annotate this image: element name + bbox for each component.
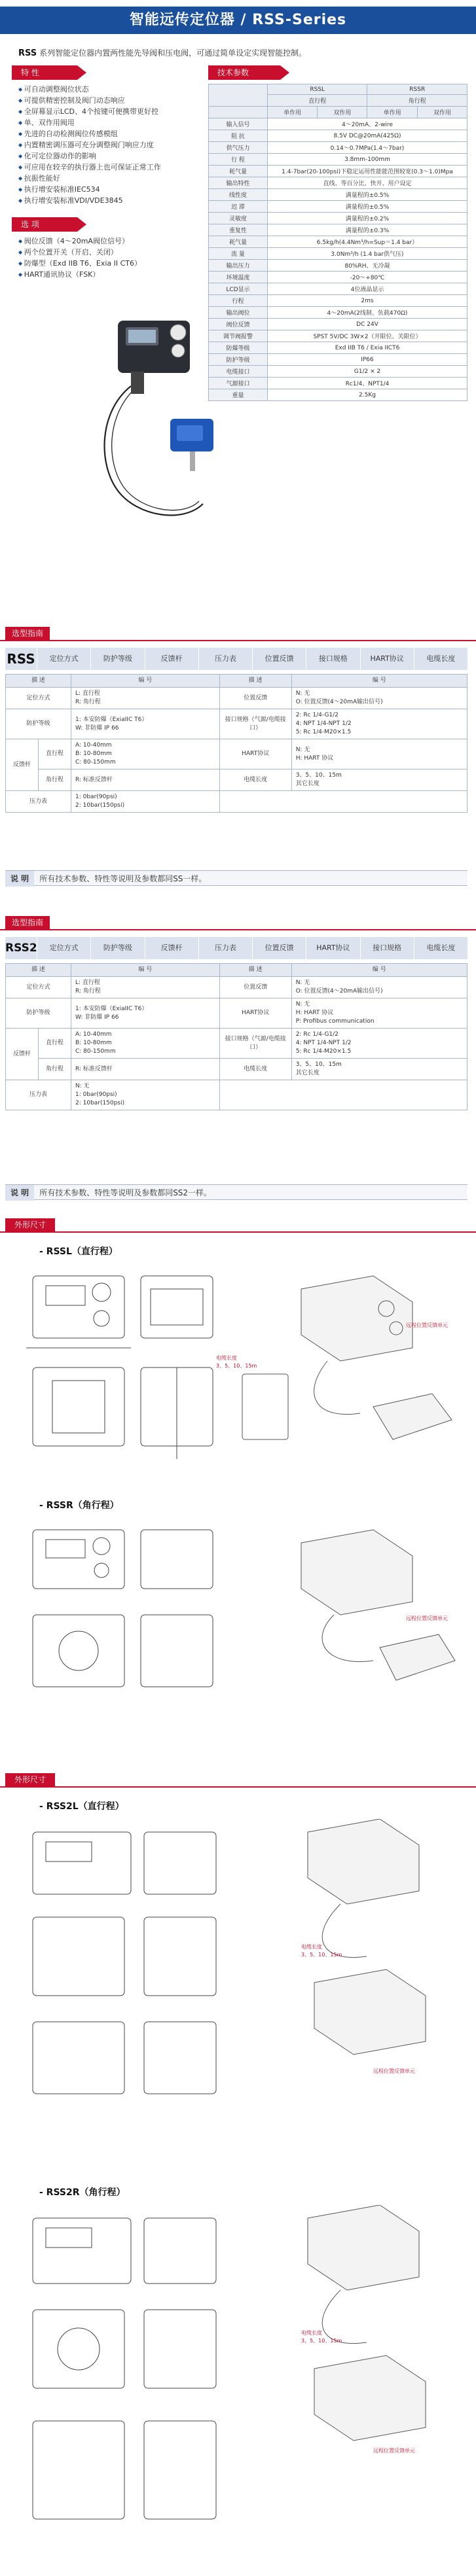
- spec-row: [209, 130, 467, 142]
- rssl-line-drawing: [20, 1263, 465, 1479]
- rss2-row: [6, 1029, 467, 1059]
- spec-row: [209, 342, 467, 354]
- spec-label: 防护等级: [209, 354, 268, 366]
- feature-item: ◆ 化可定位器动作的影响: [18, 150, 202, 162]
- rssl-callout-cable: 电缆长度: [216, 1355, 237, 1361]
- rss2-column: HART协议: [306, 937, 359, 959]
- rss2-column: 接口规格: [360, 937, 414, 959]
- rss2l-callout-remote: 远程位置反馈单元: [373, 2068, 415, 2074]
- rss-code: R: 标准反馈杆: [71, 769, 220, 791]
- spec-row: [209, 213, 467, 224]
- spec-label: 灵敏度: [209, 213, 268, 224]
- dims2-rule: [0, 1786, 476, 1788]
- spec-label: 环境温度: [209, 272, 268, 283]
- rss-column: HART协议: [360, 648, 414, 670]
- spec-blank: [209, 107, 268, 118]
- rss2-code: L: 直行程 R: 角行程: [71, 977, 220, 998]
- spec-sub-rssr: 角行程: [367, 95, 467, 107]
- rss-code: A: 10-40mm B: 10-80mm C: 80-150mm: [71, 739, 220, 769]
- rss2-row: [6, 1059, 467, 1080]
- rss-row: [6, 739, 467, 769]
- rss2l-callout-length: 3、5、10、15m: [301, 1952, 342, 1958]
- feature-item: ◆ 先进的自动检测阀位传感模组: [18, 128, 202, 139]
- spec-label: 阻 抗: [209, 130, 268, 142]
- rss2-selection-table-wrap: [5, 963, 467, 1110]
- intro-text: 系列智能定位器内置两性能先导阀和压电阀，可通过简单设定实现智能控制。: [39, 48, 307, 58]
- option-item: ◆ 阀位反馈（4～20mA阀位信号）: [18, 236, 202, 247]
- spec-value: 80%RH、无冷凝: [268, 260, 467, 272]
- rss2-selection-rule: [0, 929, 476, 930]
- rssl-drawing: [20, 1263, 465, 1479]
- spec-value: 直线、等百分比、快开、用户设定: [268, 177, 467, 189]
- spec-label: 耗气量: [209, 236, 268, 248]
- rss-head: 描 述: [219, 675, 291, 688]
- rss-desc: 压力表: [6, 791, 71, 813]
- rss-code-right: N: 无 H: HART 协议: [291, 739, 467, 769]
- spec-row: [209, 166, 467, 177]
- page-header: [0, 0, 476, 39]
- rssl-callout-length: 3、5、10、15m: [216, 1363, 257, 1369]
- rss2-code: N: 无 1: 0bar(90psi) 2: 10bar(150psi): [71, 1080, 220, 1110]
- spec-row: [209, 154, 467, 166]
- rss2-code: A: 10-40mm B: 10-80mm C: 80-150mm: [71, 1029, 220, 1059]
- rss2-model-code: RSS2: [5, 942, 37, 955]
- spec-row: [209, 177, 467, 189]
- spec-label: 电缆接口: [209, 366, 268, 378]
- spec-value: 1.4-7bar(20-100psi)下稳定运用性能能范围较宽(0.3～1.0)Mpa: [268, 166, 467, 177]
- spec-value: IP66: [268, 354, 467, 366]
- spec-value: 满量程的±0.5%: [268, 189, 467, 201]
- spec-label: 输出压力: [209, 260, 268, 272]
- spec-label: 重复性: [209, 224, 268, 236]
- spec-row: [209, 189, 467, 201]
- rss-note-text: 所有技术参数、特性等说明及参数都同SS一样。: [39, 874, 207, 883]
- options-list: [18, 236, 202, 280]
- rss2-desc-right: HART协议: [219, 998, 291, 1029]
- spec-rows: [209, 118, 467, 401]
- spec-value: Exd IIB T6 / Exia IICT6: [268, 342, 467, 354]
- spec-label: 调节阀报警: [209, 330, 268, 342]
- rssr-callout-remote: 远程位置反馈单元: [406, 1615, 448, 1621]
- rss2-desc-right: 电缆长度: [219, 1059, 291, 1080]
- rss-selection-table: [5, 674, 467, 813]
- spec-single-1: 单作用: [268, 107, 318, 118]
- rss-selection-rule: [0, 640, 476, 641]
- intro: [18, 47, 464, 58]
- spec-label: 线性度: [209, 189, 268, 201]
- rss2-desc: 防护等级: [6, 998, 71, 1029]
- rss-code: 1: 0bar(90psi) 2: 10bar(150psi): [71, 791, 220, 813]
- rss-code: 1: 本安防爆（ExiaIIC T6） W: 非防爆 IP 66: [71, 709, 220, 739]
- rss2-code-right: 3、5、10、15m 其它长度: [291, 1059, 467, 1080]
- rss2-code: R: 标准反馈杆: [71, 1059, 220, 1080]
- rss2-column: 电缆长度: [414, 937, 467, 959]
- rss2-column: 定位方式: [37, 937, 90, 959]
- rss2-column: 反馈杆: [145, 937, 198, 959]
- rss2-row: [6, 998, 467, 1029]
- spec-row: [209, 272, 467, 283]
- rss-column: 定位方式: [37, 648, 90, 670]
- rss2-desc: 角行程: [39, 1059, 71, 1080]
- rss-head: 编 号: [291, 675, 467, 688]
- rss2-empty-right: [219, 1080, 467, 1110]
- spec-double-2: 双作用: [417, 107, 467, 118]
- spec-label: 防爆等级: [209, 342, 268, 354]
- rss-desc-right: 电缆长度: [219, 769, 291, 791]
- spec-value: -20～+80℃: [268, 272, 467, 283]
- rss2-desc-right: 位置反馈: [219, 977, 291, 998]
- feature-item: ◆ 执行增安装标准IEC534: [18, 184, 202, 195]
- rss-desc: 定位方式: [6, 688, 71, 709]
- rss-row: [6, 688, 467, 709]
- rss2-head: 描 述: [6, 964, 71, 977]
- spec-value: 0.14～0.7MPa(1.4～7bar): [268, 142, 467, 154]
- rssl-callout-remote: 远程位置反馈单元: [406, 1322, 448, 1328]
- dims1-rule: [0, 1231, 476, 1233]
- rss2-group-label: 反馈杆: [6, 1029, 39, 1080]
- spec-value: G1/2 × 2: [268, 366, 467, 378]
- page-title: 智能远传定位器 / RSS-Series: [129, 12, 347, 28]
- spec-value: 4位液晶显示: [268, 283, 467, 295]
- rss2-desc-right: 接口规格（气源/电缆接口）: [219, 1029, 291, 1059]
- spec-value: SPST 5V/DC 3W×2（开限位、关限位）: [268, 330, 467, 342]
- spec-value: 3.0Nm³/h (1.4 bar供气压): [268, 248, 467, 260]
- dims2-header: [0, 1773, 476, 1789]
- spec-label: 重量: [209, 389, 268, 401]
- rss2-code-right: N: 无 O: 位置反馈(4～20mA输出信号): [291, 977, 467, 998]
- rss2-row: [6, 1080, 467, 1110]
- dims1-rssl-title: - RSSL（直行程）: [39, 1246, 118, 1257]
- spec-value: 满量程的±0.2%: [268, 213, 467, 224]
- spec-label: 耗气量: [209, 166, 268, 177]
- rss-note-key: 说 明: [5, 871, 34, 887]
- feature-item: ◆ 单、双作用阀用: [18, 117, 202, 128]
- rss-code-right: 3、5、10、15m 其它长度: [291, 769, 467, 791]
- spec-label: 输出特性: [209, 177, 268, 189]
- rss2l-callout-cable: 电缆长度: [301, 1944, 322, 1950]
- spec-label: LCD显示: [209, 283, 268, 295]
- rss2-desc: 压力表: [6, 1080, 71, 1110]
- spec-label: 气源接口: [209, 378, 268, 389]
- rss-head: 编 号: [71, 675, 220, 688]
- rss2r-line-drawing: [20, 2205, 465, 2558]
- spec-sub-rssl: 直行程: [268, 95, 367, 107]
- spec-value: 4～20mA(2线制、负载470Ω): [268, 307, 467, 319]
- rss-column: 电缆长度: [414, 648, 467, 670]
- spec-row: [209, 307, 467, 319]
- feature-item: ◆ 执行增安装标准VDI/VDE3845: [18, 195, 202, 206]
- rss-desc: 防护等级: [6, 709, 71, 739]
- rss2-selection-header: [0, 916, 476, 934]
- rss-column-bar: [5, 648, 467, 670]
- spec-row: [209, 260, 467, 272]
- rss-row: [6, 709, 467, 739]
- option-item: ◆ 防爆型（Exd IIB T6、Exia II CT6）: [18, 258, 202, 269]
- spec-row: [209, 389, 467, 401]
- dims2-title: 外形尺寸: [5, 1773, 55, 1786]
- rss-desc-right: 位置反馈: [219, 688, 291, 709]
- rss-code-right: N: 无 O: 位置反馈(4～20mA输出信号): [291, 688, 467, 709]
- rss2-note-text: 所有技术参数、特性等说明及参数都同SS2一样。: [39, 1188, 212, 1197]
- rss-code: L: 直行程 R: 角行程: [71, 688, 220, 709]
- spec-row: [209, 236, 467, 248]
- product-illustration: [92, 308, 223, 550]
- dims1-rssr-title: - RSSR（角行程）: [39, 1500, 119, 1511]
- rss2-row: [6, 977, 467, 998]
- rssr-line-drawing: [20, 1517, 465, 1713]
- feature-item: ◆ 内置精密调压器可充分调整阀门响应力度: [18, 139, 202, 150]
- spec-value: DC 24V: [268, 319, 467, 330]
- rss2-code-right: N: 无 H: HART 协议 P: Profibus communication: [291, 998, 467, 1029]
- specs-title: 技术参数: [208, 65, 280, 80]
- rss2-desc: 定位方式: [6, 977, 71, 998]
- rss-column: 位置反馈: [252, 648, 306, 670]
- rss-desc: 角行程: [39, 769, 71, 791]
- rss2-column: 压力表: [198, 937, 252, 959]
- rss-column: 反馈杆: [145, 648, 198, 670]
- specs-table-wrap: [208, 84, 467, 401]
- features-list: [18, 84, 202, 206]
- feature-item: ◆ 抗振性能好: [18, 173, 202, 184]
- rss-selection-table-wrap: [5, 674, 467, 813]
- rss-note: [5, 870, 467, 886]
- spec-row: [209, 378, 467, 389]
- option-item: ◆ 两个位置开关（开启、关闭）: [18, 247, 202, 258]
- spec-row: [209, 118, 467, 130]
- features-title: 特 性: [12, 65, 77, 80]
- rss-head-row: [6, 675, 467, 688]
- rss2-head: 描 述: [219, 964, 291, 977]
- product-photo: [92, 308, 223, 550]
- spec-label: 输入信号: [209, 118, 268, 130]
- rss-desc-right: 接口规格（气源/电缆接口）: [219, 709, 291, 739]
- dims1-header: [0, 1218, 476, 1234]
- spec-single-2: 单作用: [367, 107, 417, 118]
- spec-label: 输出阀位: [209, 307, 268, 319]
- spec-corner: [209, 84, 268, 107]
- rss-row: [6, 769, 467, 791]
- rss2-column: 防护等级: [90, 937, 144, 959]
- spec-row: [209, 248, 467, 260]
- feature-item: ◆ 全屏幕显示LCD、4个按键可便携带更好控: [18, 106, 202, 117]
- feature-item: ◆ 可应用在较辛的执行器上也可保证正常工作: [18, 162, 202, 173]
- rss-head: 描 述: [6, 675, 71, 688]
- spec-label: 行 程: [209, 154, 268, 166]
- rss2-column-bar: [5, 937, 467, 959]
- rss-desc-right: HART协议: [219, 739, 291, 769]
- spec-row: [209, 142, 467, 154]
- rssr-drawing: [20, 1517, 465, 1713]
- rss2-column: 位置反馈: [252, 937, 306, 959]
- feature-item: ◆ 可自动调整阀位状态: [18, 84, 202, 95]
- spec-row: [209, 295, 467, 307]
- rss-selection-header: [0, 627, 476, 645]
- spec-value: 满量程的±0.5%: [268, 201, 467, 213]
- rss2r-callout-remote: 远程位置反馈单元: [373, 2448, 415, 2454]
- spec-row: [209, 366, 467, 378]
- spec-label: 供气压力: [209, 142, 268, 154]
- rss2-head: 编 号: [291, 964, 467, 977]
- intro-model: RSS: [18, 48, 37, 58]
- spec-value: 8.5V DC@20mA(425Ω): [268, 130, 467, 142]
- rss2-note: [5, 1184, 467, 1200]
- rss2-selection-table: [5, 963, 467, 1110]
- rss-group-label: 反馈杆: [6, 739, 39, 791]
- spec-row: [209, 283, 467, 295]
- rss-code-right: 2: Rc 1/4-G1/2 4: NPT 1/4-NPT 1/2 5: Rc 1/4-M20×1.5: [291, 709, 467, 739]
- spec-label: 阀位反馈: [209, 319, 268, 330]
- rss2r-drawing: [20, 2205, 465, 2558]
- spec-double-1: 双作用: [318, 107, 367, 118]
- rss2r-callout-cable: 电缆长度: [301, 2330, 322, 2336]
- spec-row: [209, 354, 467, 366]
- rss2-code-right: 2: Rc 1/4-G1/2 4: NPT 1/4-NPT 1/2 5: Rc 1/4-M20×1.5: [291, 1029, 467, 1059]
- spec-value: 4～20mA、2-wire: [268, 118, 467, 130]
- rss-empty-right: [219, 791, 467, 813]
- rss2l-drawing: [20, 1819, 465, 2113]
- rss2-note-key: 说 明: [5, 1185, 34, 1201]
- rss2-head-row: [6, 964, 467, 977]
- rss-row: [6, 791, 467, 813]
- dims2-rss2r-title: - RSS2R（角行程）: [39, 2187, 126, 2198]
- spec-label: 行程: [209, 295, 268, 307]
- spec-label: 流 量: [209, 248, 268, 260]
- rss-column: 接口规格: [306, 648, 359, 670]
- spec-row: [209, 224, 467, 236]
- rss2-code: 1: 本安防爆（ExiaIIC T6） W: 非防爆 IP 66: [71, 998, 220, 1029]
- spec-row: [209, 319, 467, 330]
- specs-table: [208, 84, 467, 401]
- options-title: 选 项: [12, 217, 77, 232]
- rss2r-callout-length: 3、5、10、15m: [301, 2338, 342, 2344]
- rss-selection-title: 选型指南: [5, 627, 50, 640]
- spec-value: Rc1/4、NPT1/4: [268, 378, 467, 389]
- spec-value: 满量程的±0.3%: [268, 224, 467, 236]
- spec-row: [209, 330, 467, 342]
- dims1-title: 外形尺寸: [5, 1218, 55, 1231]
- rss2-desc: 直行程: [39, 1029, 71, 1059]
- spec-value: 3.8mm-100mm: [268, 154, 467, 166]
- rss2-head: 编 号: [71, 964, 220, 977]
- rss2-selection-title: 选型指南: [5, 916, 50, 929]
- option-item: ◆ HART通讯协议（FSK）: [18, 269, 202, 280]
- rss-model-code: RSS: [7, 651, 35, 667]
- rss-column: 防护等级: [90, 648, 144, 670]
- spec-value: 2ms: [268, 295, 467, 307]
- spec-label: 迟 滞: [209, 201, 268, 213]
- spec-value: 2.5Kg: [268, 389, 467, 401]
- spec-col-rssr: RSSR: [367, 84, 467, 95]
- feature-item: ◆ 可提供精密控制及阀门动态响应: [18, 95, 202, 106]
- spec-col-rssl: RSSL: [268, 84, 367, 95]
- rss-column: 压力表: [198, 648, 252, 670]
- spec-row: [209, 201, 467, 213]
- dims2-rss2l-title: - RSS2L（直行程）: [39, 1801, 124, 1812]
- rss-desc: 直行程: [39, 739, 71, 769]
- spec-value: 6.5kg/h(4.4Nm³/h=Sup＝1.4 bar）: [268, 236, 467, 248]
